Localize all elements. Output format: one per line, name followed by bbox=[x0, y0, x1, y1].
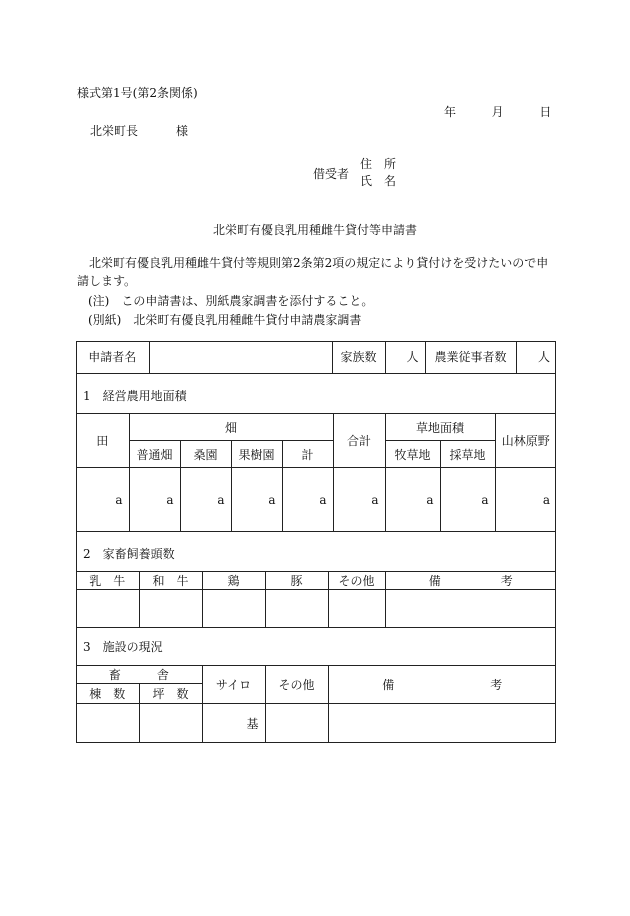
land-area-table bbox=[76, 413, 556, 532]
dairy-cattle-header: 乳 牛 bbox=[76, 572, 139, 590]
date-month: 月 bbox=[491, 105, 504, 119]
applicant-label: 申請者名 bbox=[76, 341, 149, 373]
paddy-header: 田 bbox=[76, 414, 129, 468]
section-3-title: 3 施設の現況 bbox=[83, 640, 163, 654]
family-label: 家族数 bbox=[332, 341, 385, 373]
barn-area-header: 坪 数 bbox=[139, 684, 202, 704]
field-total-area-cell[interactable]: a bbox=[282, 468, 333, 532]
note-1-prefix: (注) bbox=[88, 294, 110, 308]
form-number: 様式第1号(第2条関係) bbox=[77, 86, 198, 100]
applicant-table bbox=[76, 341, 556, 374]
body-paragraph: 北栄町有優良乳用種雌牛貸付等規則第2条第2項の規定により貸付けを受けたいので申請します。 bbox=[77, 256, 549, 288]
pig-header: 豚 bbox=[265, 572, 328, 590]
field-header: 畑 bbox=[129, 414, 333, 441]
date-year: 年 bbox=[444, 105, 457, 119]
facilities-table bbox=[76, 665, 556, 743]
section-2-title: 2 家畜飼養頭数 bbox=[83, 547, 175, 561]
total-header: 合計 bbox=[333, 414, 385, 468]
ordinary-area-cell[interactable]: a bbox=[129, 468, 180, 532]
livestock-other-header: その他 bbox=[328, 572, 385, 590]
paddy-area-cell[interactable]: a bbox=[76, 468, 129, 532]
pig-cell[interactable] bbox=[265, 590, 328, 628]
grass-sub-hay: 採草地 bbox=[440, 441, 495, 468]
date-line bbox=[444, 103, 551, 120]
barn-header: 畜 舎 bbox=[76, 666, 202, 684]
facility-remarks-cell[interactable] bbox=[328, 704, 556, 743]
chicken-header: 鶏 bbox=[202, 572, 265, 590]
facility-remarks-header: 備 考 bbox=[328, 666, 556, 704]
chicken-cell[interactable] bbox=[202, 590, 265, 628]
barn-count-header: 棟 数 bbox=[76, 684, 139, 704]
grass-sub-pasture: 牧草地 bbox=[385, 441, 440, 468]
borrower-label: 借受者 bbox=[313, 167, 350, 181]
applicant-name-cell[interactable] bbox=[149, 341, 332, 373]
beef-cattle-header: 和 牛 bbox=[139, 572, 202, 590]
section-1-title: 1 経営農用地面積 bbox=[83, 389, 187, 403]
field-sub-ordinary: 普通畑 bbox=[129, 441, 180, 468]
barn-area-cell[interactable] bbox=[139, 704, 202, 743]
mulberry-area-cell[interactable]: a bbox=[180, 468, 231, 532]
farm-workers-count-cell[interactable]: 人 bbox=[516, 341, 556, 373]
livestock-remarks-header: 備 考 bbox=[385, 572, 556, 590]
address-label: 住 所 bbox=[360, 157, 397, 171]
farm-workers-label: 農業従事者数 bbox=[425, 341, 516, 373]
grassland-header: 草地面積 bbox=[385, 414, 495, 441]
note-2-text: 北栄町有優良乳用種雌牛貸付申請農家調書 bbox=[133, 313, 362, 327]
hay-area-cell[interactable]: a bbox=[440, 468, 495, 532]
forest-area-cell[interactable]: a bbox=[495, 468, 556, 532]
recipient-line bbox=[90, 122, 188, 139]
forest-header: 山林原野 bbox=[495, 414, 556, 468]
silo-header: サイロ bbox=[202, 666, 265, 704]
pasture-area-cell[interactable]: a bbox=[385, 468, 440, 532]
facility-other-header: その他 bbox=[265, 666, 328, 704]
livestock-table bbox=[76, 571, 556, 628]
facility-other-cell[interactable] bbox=[265, 704, 328, 743]
livestock-remarks-cell[interactable] bbox=[385, 590, 556, 628]
borrower-fields bbox=[360, 156, 396, 190]
note-1 bbox=[88, 292, 373, 309]
barn-count-cell[interactable] bbox=[76, 704, 139, 743]
recipient-honorific: 様 bbox=[176, 124, 189, 138]
silo-count-cell[interactable]: 基 bbox=[202, 704, 265, 743]
date-day: 日 bbox=[539, 105, 552, 119]
note-2-prefix: (別紙) bbox=[88, 313, 122, 327]
note-2 bbox=[88, 311, 361, 328]
field-sub-mulberry: 桑園 bbox=[180, 441, 231, 468]
dairy-cattle-cell[interactable] bbox=[76, 590, 139, 628]
recipient-name: 北栄町長 bbox=[90, 124, 139, 138]
field-sub-total: 計 bbox=[282, 441, 333, 468]
beef-cattle-cell[interactable] bbox=[139, 590, 202, 628]
orchard-area-cell[interactable]: a bbox=[231, 468, 282, 532]
note-1-text: この申請書は、別紙農家調書を添付すること。 bbox=[121, 294, 374, 308]
document-title: 北栄町有優良乳用種雌牛貸付等申請書 bbox=[212, 223, 417, 237]
livestock-other-cell[interactable] bbox=[328, 590, 385, 628]
field-sub-orchard: 果樹園 bbox=[231, 441, 282, 468]
grand-total-area-cell[interactable]: a bbox=[333, 468, 385, 532]
name-label: 氏 名 bbox=[360, 174, 397, 188]
family-count-cell[interactable]: 人 bbox=[385, 341, 425, 373]
